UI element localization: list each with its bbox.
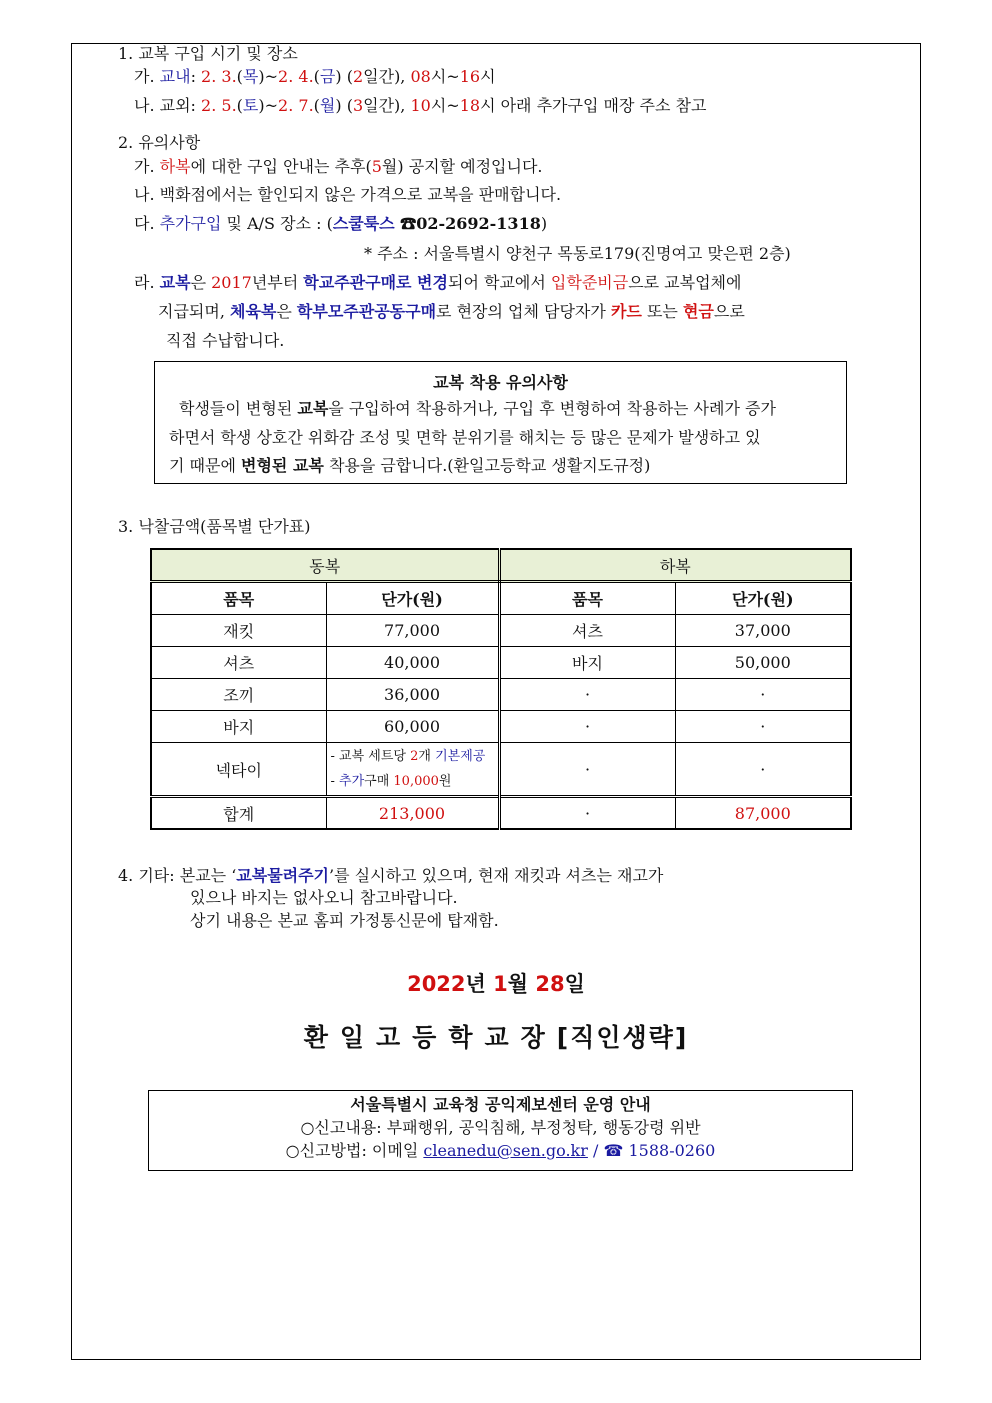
summer-item: 바지 [499, 647, 675, 679]
winter-total: 213,000 [326, 797, 499, 830]
winter-price: 77,000 [326, 615, 499, 647]
summer-price: 50,000 [675, 647, 851, 679]
summer-item: · [499, 743, 675, 797]
notice-line-3: 기 때문에 변형된 교복 착용을 금합니다.(환일고등학교 생활지도규정) [169, 456, 651, 475]
table-column-header [151, 582, 851, 615]
section1-item-b: 나. 교외: 2. 5.(토)~2. 7.(월) (3일간), 10시~18시 아래 추가구입 매장 주소 참고 [134, 96, 707, 115]
necktie-note-line-1: - 교복 세트당 2개 기본제공 [330, 749, 486, 764]
winter-item-header: 품목 [151, 582, 326, 615]
winter-item: 바지 [151, 711, 326, 743]
table-row-necktie [151, 743, 851, 797]
section3-heading: 3. 낙찰금액(품목별 단가표) [118, 517, 311, 536]
info-line-2: ○신고방법: 이메일 cleanedu@sen.go.kr / ☎ 1588-0260 [285, 1141, 716, 1160]
email-link[interactable]: cleanedu@sen.go.kr [423, 1141, 588, 1160]
winter-price-header: 단가(원) [326, 582, 499, 615]
notice-line-2: 하면서 학생 상호간 위화감 조성 및 면학 분위기를 해치는 등 많은 문제가 발생하고 있 [169, 428, 761, 447]
info-line-1: ○신고내용: 부패행위, 공익침해, 부정청탁, 행동강령 위반 [300, 1118, 701, 1137]
section2-item-c: 다. 추가구입 및 A/S 장소 : (스쿨룩스 ☎02-2692-1318) [134, 214, 548, 233]
winter-item: 조끼 [151, 679, 326, 711]
table-row [151, 711, 851, 743]
summer-price: 37,000 [675, 615, 851, 647]
table-total-row [151, 797, 851, 830]
summer-header: 하복 [499, 549, 851, 582]
table-row [151, 679, 851, 711]
section2-item-d-line3: 직접 수납합니다. [166, 331, 285, 350]
summer-item-header: 품목 [499, 582, 675, 615]
summer-item: · [499, 711, 675, 743]
notice-line-1: 학생들이 변형된 교복을 구입하여 착용하거나, 구입 후 변형하여 착용하는 사례가 증가 [179, 399, 776, 418]
summer-price: · [675, 743, 851, 797]
summer-item: · [499, 679, 675, 711]
winter-item: 셔츠 [151, 647, 326, 679]
summer-price: · [675, 679, 851, 711]
winter-price: 60,000 [326, 711, 499, 743]
section1-heading: 1. 교복 구입 시기 및 장소 [118, 44, 298, 63]
table-season-header [151, 549, 851, 582]
issue-date: 2022년 1월 28일 [407, 972, 585, 996]
table-row [151, 615, 851, 647]
info-title: 서울특별시 교육청 공익제보센터 운영 안내 [350, 1095, 651, 1114]
summer-item: 셔츠 [499, 615, 675, 647]
winter-item: 재킷 [151, 615, 326, 647]
section2-item-d-line2: 지급되며, 체육복은 학부모주관공동구매로 현장의 업체 담당자가 카드 또는 현금으로 [158, 302, 745, 321]
necktie-note-line-2: - 추가구매 10,000원 [330, 774, 452, 789]
whistleblower-info-box [148, 1090, 853, 1171]
section2-heading: 2. 유의사항 [118, 133, 201, 152]
section2-item-d-line1: 라. 교복은 2017년부터 학교주관구매로 변경되어 학교에서 입학준비금으로 교복업체에 [134, 273, 742, 292]
store-address: * 주소 : 서울특별시 양천구 목동로179(진명여고 맞은편 2층) [364, 244, 791, 263]
necktie-item: 넥타이 [151, 743, 326, 797]
notice-title: 교복 착용 유의사항 [433, 373, 568, 392]
price-table [150, 548, 852, 830]
total-label: 합계 [151, 797, 326, 830]
summer-total: 87,000 [675, 797, 851, 830]
section1-item-a: 가. 교내: 2. 3.(목)~2. 4.(금) (2일간), 08시~16시 [134, 67, 496, 86]
uniform-notice-box [154, 361, 847, 484]
section4-line-2: 있으나 바지는 없사오니 참고바랍니다. [190, 888, 458, 907]
section4-line-1: 4. 기타: 본교는 ‘교복물려주기’를 실시하고 있으며, 현재 재킷과 셔츠는 재고가 [118, 866, 664, 885]
section2-item-a: 가. 하복에 대한 구입 안내는 추후(5월) 공지할 예정입니다. [134, 157, 543, 176]
winter-header: 동복 [151, 549, 499, 582]
table-row [151, 647, 851, 679]
summer-price-header: 단가(원) [675, 582, 851, 615]
principal-signature: 환일고등학교장[직인생략] [303, 1023, 689, 1052]
winter-price: 40,000 [326, 647, 499, 679]
section2-item-b: 나. 백화점에서는 할인되지 않은 가격으로 교복을 판매합니다. [134, 185, 562, 204]
section4-line-3: 상기 내용은 본교 홈피 가정통신문에 탑재함. [190, 911, 499, 930]
necktie-note [326, 743, 499, 797]
info-phone: ☎ 1588-0260 [603, 1141, 716, 1160]
summer-price: · [675, 711, 851, 743]
summer-total-item: · [499, 797, 675, 830]
winter-price: 36,000 [326, 679, 499, 711]
